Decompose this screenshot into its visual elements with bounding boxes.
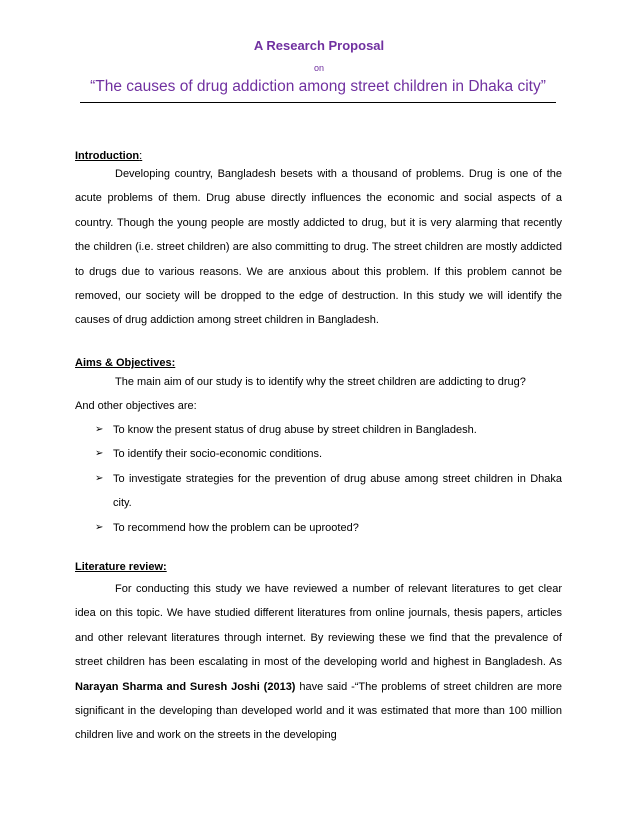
arrow-bullet-icon: ➢ xyxy=(95,424,104,435)
introduction-paragraph: Developing country, Bangladesh besets with a thousand of problems. Drug is one of the acute problems of them. Drug abuse directly influences the economic and social aspects of a country. Though the young people are mostly addicted to drug, but it is very alarming that recently the children (i.e. street children) are also committing to drug. The street children are mostly addicted to drugs due to various reasons. We are anxious about this problem. If this problem cannot be removed, our society will be dropped to the edge of destruction. In this study we will identify the causes of drug addiction among street children in Bangladesh. xyxy=(75,168,562,327)
list-item: ➢ To know the present status of drug abuse by street children in Bangladesh. xyxy=(95,418,562,442)
objectives-list xyxy=(95,418,562,540)
document-subtitle: “The causes of drug addiction among street children in Dhaka city” xyxy=(90,78,546,95)
arrow-bullet-icon: ➢ xyxy=(95,521,104,533)
other-objectives-intro: And other objectives are: xyxy=(75,400,197,412)
list-item: ➢ To investigate strategies for the prevention of drug abuse among street children in Dhaka city. xyxy=(95,467,562,516)
main-aim-text: The main aim of our study is to identify why the street children are addicting to drug? xyxy=(115,376,526,388)
aims-heading: Aims & Objectives: xyxy=(75,357,176,369)
list-item: ➢ To identify their socio-economic conditions. xyxy=(95,442,562,466)
literature-heading: Literature review: xyxy=(75,561,167,573)
cited-authors: Narayan Sharma and Suresh Joshi (2013) xyxy=(75,680,296,693)
arrow-bullet-icon: ➢ xyxy=(95,448,104,460)
list-item: ➢ To recommend how the problem can be uprooted? xyxy=(95,516,562,540)
introduction-heading: Introduction: xyxy=(75,150,143,162)
literature-paragraph: For conducting this study we have reviewed a number of relevant literatures to get clear idea on this topic. We have studied different literatures from online journals, thesis papers, articles and other relevant literatures through internet. By reviewing these we find that the prevalence of street children has been escalating in most of the developing world and highest in Bangladesh. As Narayan Sharma and Suresh Joshi (2013) have said -“The problems of street children are more significant in the developing than developed world and it was estimated that more than 100 million children live and work on the streets in the developing xyxy=(75,583,562,742)
on-label: on xyxy=(313,63,324,73)
arrow-bullet-icon: ➢ xyxy=(95,472,104,484)
document-title: A Research Proposal xyxy=(253,38,385,53)
title-divider xyxy=(80,102,556,103)
